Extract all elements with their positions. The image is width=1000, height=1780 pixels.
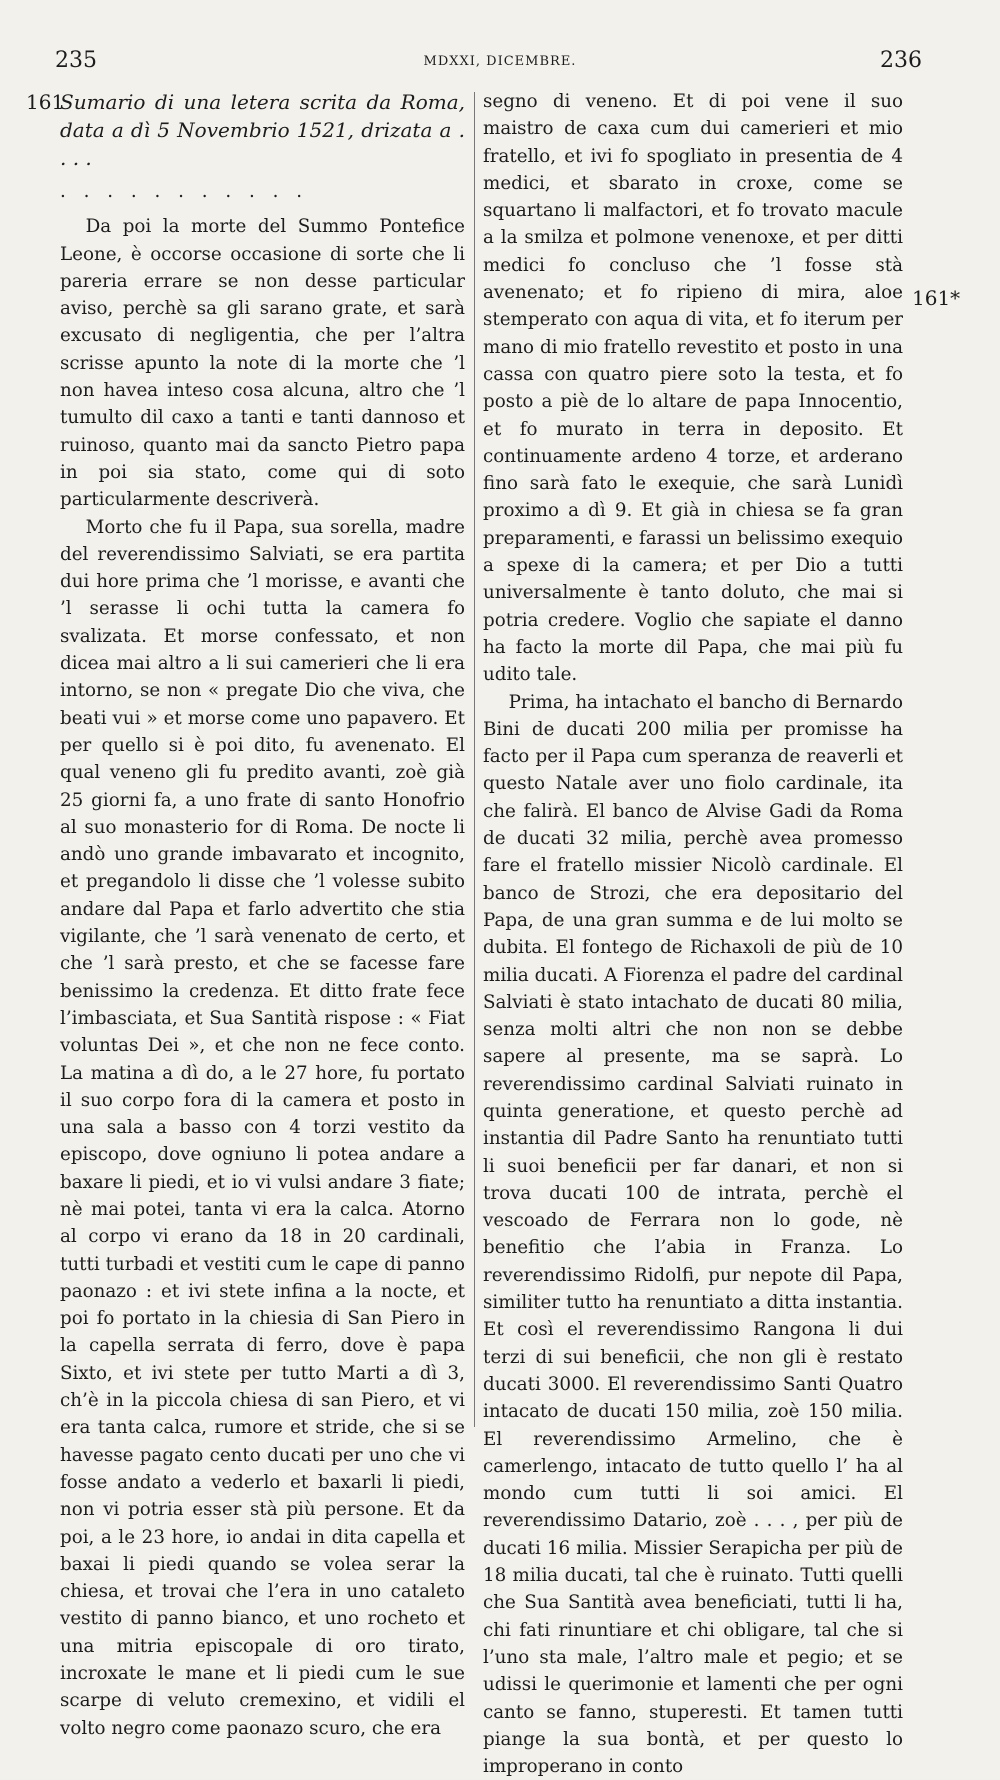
heading-dots: . . . . . . . . . . .	[60, 181, 309, 202]
paragraph: Morto che fu il Papa, sua sorella, madre del reverendissimo Salviati, se era partita dui hore prima che ’l morisse, e avanti che ’l serasse li ochi tutta la camera fo svalizata. Et morse confessato, et non dicea mai altro a li sui camerieri che li era intorno, se non « pregate Dio che viva, che beati vui » et morse come uno papavero. Et per quello si è poi dito, fu avenenato. El qual veneno gli fu predito avanti, zoè già 25 giorni fa, a uno frate di santo Honofrio al suo monasterio for di Roma. De nocte li andò uno grande imbavarato et incognito, et pregandolo li disse che ’l volesse subito andare dal Papa et farlo advertito che stia vigilante, che ’l sarà venenato de certo, et che ’l sarà presto, et che se facesse fare benissimo la credenza. Et ditto frate fece l’imbasciata, et Sua Santità rispose : « Fiat voluntas Dei », et che non ne fece conto. La matina a dì do, a le 27 hore, fu portato il suo corpo fora di la camera et posto in una sala a basso con 4 torzi vestito da episcopo, dove ogniuno li potea andare a baxare li piedi, et io vi vulsi andare 3 fiate; nè mai potei, tanta vi era la calca. Atorno al corpo vi erano da 18 in 20 cardinali, tutti turbadi et vestiti cum le cape di panno paonazo : et ivi stete infina a la nocte, et poi fo portato in la chiesia di San Piero in la capella serrata di ferro, dove è papa Sixto, et ivi stete per tutto Marti a dì 3, ch’è in la piccola chiesa di san Piero, et vi era tanta calca, rumore et stride, che si se havesse pagato cento ducati per uno che vi fosse andato a vederlo et baxarli li piedi, non vi potria esser stà più persone. Et da poi, a le 23 hore, io andai in dita capella et baxai li piedi quando se volea serar la chiesa, et trovai che l’era in uno cataleto vestito di panno bianco, et uno rocheto et una mitria episcopale di oro tirato, incroxate le mane et li piedi cum le sue scarpe di veluto cremexino, et vidili el volto negro come paonazo scuro, che era	[60, 516, 465, 1739]
column-divider	[474, 92, 475, 1427]
entry-heading	[26, 88, 465, 172]
entry-heading-text: Sumario di una letera scrita da Roma, data a dì 5 Novembrio 1521, drizata a . . . .	[60, 90, 465, 170]
entry-number: 161	[26, 90, 65, 114]
running-head	[0, 48, 1000, 78]
page-number-left: 235	[55, 48, 97, 73]
margin-entry-number: 161*	[912, 286, 961, 310]
paragraph: Da poi la morte del Summo Pontefice Leone, è occorse occasione di sorte che li pareria errare se non desse particular aviso, perchè sa gli sarano grate, et sarà excusato di negligentia, che per l’altra scrisse apunto la note di la morte che ’l non havea inteso cosa alcuna, altro che ’l tumulto dil caxo a tanti e tanti dannoso et ruinoso, quanto mai da sancto Pietro papa in poi sia stato, come qui di soto particularmente descriverà.	[60, 216, 465, 511]
paragraph: Prima, ha intachato el bancho di Bernardo Bini de ducati 200 milia per promisse ha facto per il Papa cum speranza de reaverli et questo Natale aver uno fiolo cardinale, ita che falirà. El banco de Alvise Gadi da Roma de ducati 32 milia, perchè avea promesso fare el fratello missier Nicolò cardinale. El banco de Strozi, che era depositario del Papa, de una gran summa e de lui molto se dubita. El fontego de Richaxoli de più de 10 milia ducati. A Fiorenza el padre del cardinal Salviati è stato intachato de ducati 80 milia, senza molti altri che non non se debbe sapere al presente, ma se saprà. Lo reverendissimo cardinal Salviati ruinato in quinta generatione, et questo perchè ad instantia dil Padre Santo ha renuntiato tutti li suoi beneficii per far danari, et non si trova ducati 100 de intrata, perchè el vescoado de Ferrara non lo gode, nè benefitio che l’abia in Franza. Lo reverendissimo Ridolfi, pur nepote dil Papa, similiter tutto ha renuntiato a ditta instantia. Et così el reverendissimo Rangona li dui terzi di sui beneficii, che non gli è restato ducati 3000. El reverendissimo Santi Quatro intacato de ducati 150 milia, zoè 150 milia. El reverendissimo Armelino, che è camerlengo, intacato de tutto quello l’ ha al mondo cum tutti li soi amici. El reverendissimo Datario, zoè . . . , per più de ducati 16 milia. Missier Serapicha per più de 18 milia ducati, tal che è ruinato. Tutti quelli che Sua Santità avea beneficiati, tutti li ha, chi fati rinuntiare et chi obligare, tal che si l’uno sta male, l’altro male et pegio; et se udissi le querimonie et lamenti che per ogni canto se fanno, stuperesti. Et tamen tutti piange la sua bontà, et per questo lo improperano in conto	[483, 691, 903, 1778]
left-column	[26, 88, 465, 1742]
running-title: MDXXI, DICEMBRE.	[423, 54, 577, 69]
right-column	[483, 88, 903, 1780]
paragraph: segno di veneno. Et di poi vene il suo maistro de caxa cum dui camerieri et mio fratello, et ivi fo spogliato in presentia de 4 medici, et sbarato in croxe, come se squartano li malfactori, et fo trovato macule a la smilza et polmone venenoxe, et per ditti medici fo concluso che ’l fosse stà avenenato; et fo ripieno di mira, aloe stemperato con aqua di vita, et fo iterum per mano di mio fratello revestito et posto in una cassa con quatro piere soto la testa, et fo posto a piè de lo altare de papa Innocentio, et fo murato in terra in deposito. Et continuamente ardeno 4 torze, et arderano fino sarà fato le exequie, che sarà Lunidì proximo a dì 9. Et già in chiesa se fa gran preparamenti, e farassi un belissimo exequio a spexe di la camera; et per Dio a tutti universalmente è tanto doluto, che mai si potria credere. Voglio che sapiate el danno ha facto la morte dil Papa, che mai più fu udito tale.	[483, 91, 903, 686]
page-number-right: 236	[880, 48, 922, 73]
